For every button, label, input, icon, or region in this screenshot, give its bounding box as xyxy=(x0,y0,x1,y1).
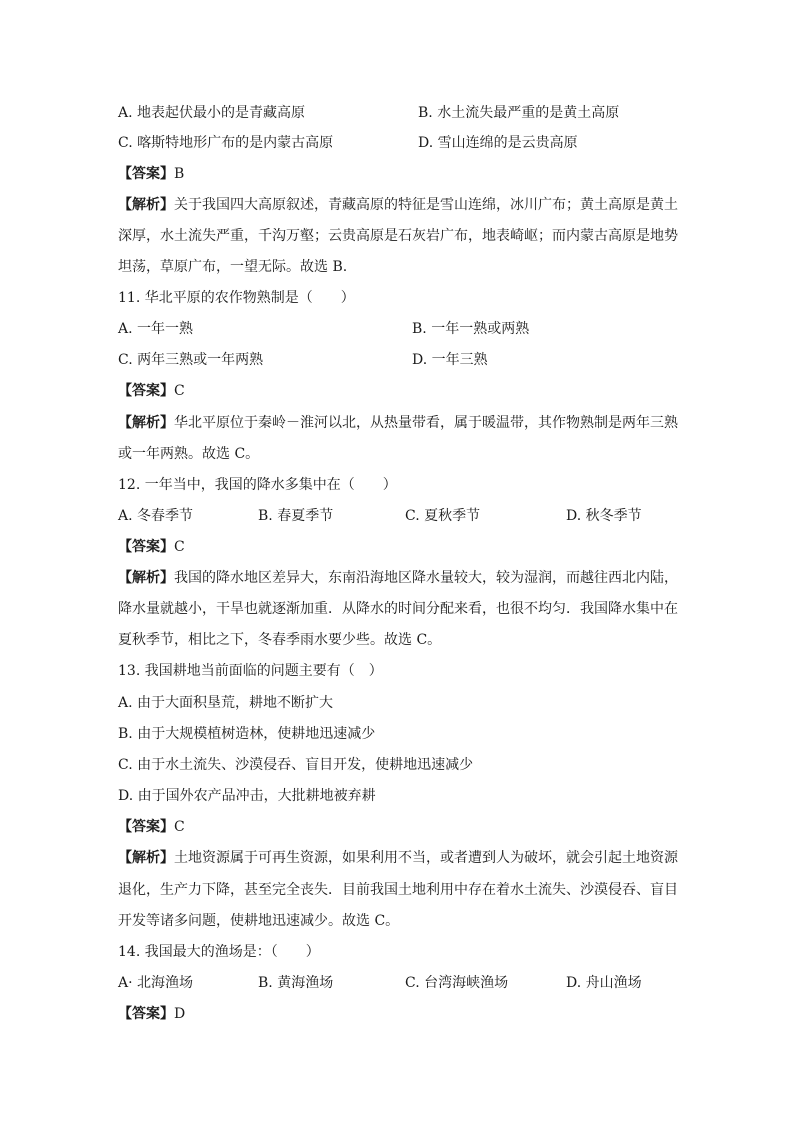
q10-option-b: B. 水土流失最严重的是黄土高原 xyxy=(418,105,620,121)
analysis-text: 土地资源属于可再生资源，如果利用不当，或者遭到人为破坏，就会引起土地资源 xyxy=(174,850,678,866)
answer-value: C xyxy=(174,539,185,555)
q14-answer xyxy=(118,1004,185,1024)
q10-answer xyxy=(118,164,184,184)
q14-option-b: B. 黄海渔场 xyxy=(258,975,334,991)
analysis-text: 华北平原位于秦岭－淮河以北，从热量带看，属于暖温带，其作物熟制是两年三熟 xyxy=(174,415,678,431)
q11-stem: 11. 华北平原的农作物熟制是（ ） xyxy=(118,290,355,306)
q14-option-c: C. 台湾海峡渔场 xyxy=(405,975,509,991)
q12-option-a: A. 冬春季节 xyxy=(118,508,194,524)
q11-option-a: A. 一年一熟 xyxy=(118,321,194,337)
q12-option-d: D. 秋冬季节 xyxy=(566,508,642,524)
q13-analysis-line-1 xyxy=(118,848,678,868)
q13-option-a: A. 由于大面积垦荒，耕地不断扩大 xyxy=(118,695,334,711)
q11-answer xyxy=(118,381,185,401)
analysis-text: 关于我国四大高原叙述，青藏高原的特征是雪山连绵，冰川广布；黄土高原是黄土 xyxy=(174,197,678,213)
q10-analysis-line-1 xyxy=(118,195,678,215)
q13-analysis-line-3: 开发等诸多问题，使耕地迅速减少。故选 C。 xyxy=(118,913,400,929)
answer-tag: 【答案】 xyxy=(118,819,174,835)
q12-analysis-line-2: 降水量就越小，干旱也就逐渐加重．从降水的时间分配来看，也很不均匀．我国降水集中在 xyxy=(118,601,678,617)
answer-value: B xyxy=(174,166,185,182)
q12-option-c: C. 夏秋季节 xyxy=(405,508,481,524)
answer-value: D xyxy=(174,1006,186,1022)
answer-tag: 【答案】 xyxy=(118,539,174,555)
answer-value: C xyxy=(174,383,185,399)
q12-answer xyxy=(118,537,185,557)
q10-analysis-line-3: 坦荡，草原广布，一望无际。故选 B. xyxy=(118,259,348,275)
q13-option-d: D. 由于国外农产品冲击，大批耕地被弃耕 xyxy=(118,788,376,804)
q13-answer xyxy=(118,817,185,837)
q13-option-c: C. 由于水土流失、沙漠侵吞、盲目开发，使耕地迅速减少 xyxy=(118,757,474,773)
answer-tag: 【答案】 xyxy=(118,1006,174,1022)
analysis-tag: 【解析】 xyxy=(118,197,174,213)
q12-analysis-line-3: 夏秋季节，相比之下，冬春季雨水要少些。故选 C。 xyxy=(118,632,442,648)
q14-option-a: A· 北海渔场 xyxy=(118,975,194,991)
q13-stem: 13. 我国耕地当前面临的问题主要有（ ） xyxy=(118,663,383,679)
analysis-text: 我国的降水地区差异大，东南沿海地区降水量较大，较为湿润，而越往西北内陆， xyxy=(174,570,678,586)
q14-stem: 14. 我国最大的渔场是：（ ） xyxy=(118,944,320,960)
analysis-tag: 【解析】 xyxy=(118,570,174,586)
q14-option-d: D. 舟山渔场 xyxy=(566,975,642,991)
q12-stem: 12. 一年当中，我国的降水多集中在（ ） xyxy=(118,477,397,493)
q13-option-b: B. 由于大规模植树造林，使耕地迅速减少 xyxy=(118,726,376,742)
analysis-tag: 【解析】 xyxy=(118,415,174,431)
q11-option-b: B. 一年一熟或两熟 xyxy=(412,321,530,337)
q10-option-a: A. 地表起伏最小的是青藏高原 xyxy=(118,105,306,121)
q13-analysis-line-2: 退化，生产力下降，甚至完全丧失．目前我国土地利用中存在着水土流失、沙漠侵吞、盲目 xyxy=(118,882,678,898)
q11-analysis-line-1 xyxy=(118,413,678,433)
q11-analysis-line-2: 或一年两熟。故选 C。 xyxy=(118,446,260,462)
q11-option-c: C. 两年三熟或一年两熟 xyxy=(118,352,264,368)
q12-option-b: B. 春夏季节 xyxy=(258,508,334,524)
answer-tag: 【答案】 xyxy=(118,383,174,399)
q11-option-d: D. 一年三熟 xyxy=(412,352,488,368)
analysis-tag: 【解析】 xyxy=(118,850,174,866)
q10-option-c: C. 喀斯特地形广布的是内蒙古高原 xyxy=(118,135,334,151)
q10-analysis-line-2: 深厚，水土流失严重，千沟万壑；云贵高原是石灰岩广布，地表崎岖；而内蒙古高原是地势 xyxy=(118,228,678,244)
q12-analysis-line-1 xyxy=(118,568,678,588)
answer-value: C xyxy=(174,819,185,835)
answer-tag: 【答案】 xyxy=(118,166,174,182)
q10-option-d: D. 雪山连绵的是云贵高原 xyxy=(418,135,578,151)
